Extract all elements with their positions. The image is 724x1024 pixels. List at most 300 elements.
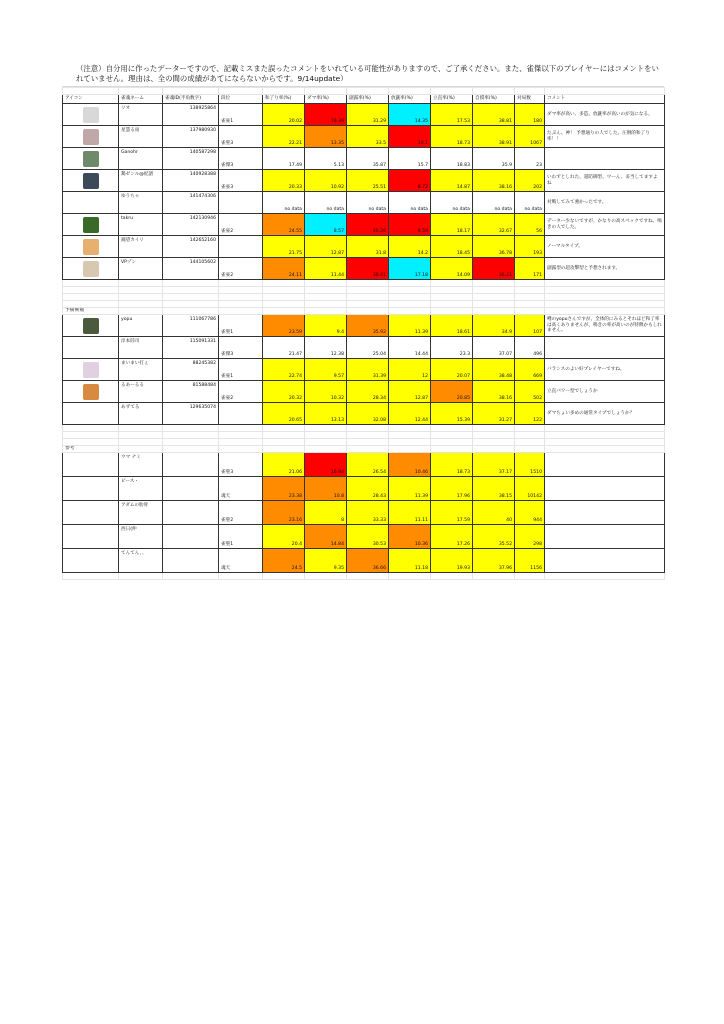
empty-cell [219,280,263,287]
header-cell: 副露率(%) [347,95,389,104]
empty-cell [263,439,305,446]
empty-cell [389,439,431,446]
player-rank [219,403,263,425]
empty-cell [219,301,263,308]
icon-cell [63,148,119,170]
player-comment [545,549,665,573]
empty-cell [119,280,163,287]
empty-cell [219,308,263,315]
stat-tsumo: 31.27 [473,403,515,425]
stat-hoju: 15.7 [389,148,431,170]
player-comment [545,501,665,525]
empty-cell [63,88,119,95]
empty-cell [389,308,431,315]
stat-hoju: 10.36 [389,525,431,549]
stat-furo: 26.54 [347,453,389,477]
empty-cell [63,301,119,308]
stat-agari: 24.5 [263,549,305,573]
player-row [63,403,665,425]
stat-tsumo: 36.21 [473,258,515,280]
empty-cell [347,88,389,95]
disclaimer-note: （注意）自分用に作ったデーターですので、記載ミスまた誤ったコメントをいれている可能性がありますので、ご了承ください。また、雀傑以下のプレイヤーにはコメントをいれていません。理由は、全の間の成績があてにならないからです。9/14update） [62,64,664,87]
empty-cell [263,308,305,315]
player-comment: いわずとしれた、超防御型。ウーん、妥当してますよね [545,170,665,192]
player-row [63,337,665,359]
stat-tsumo: 35.52 [473,525,515,549]
empty-cell [119,301,163,308]
stat-tsumo: 40 [473,501,515,525]
stat-hoju: 11.39 [389,477,431,501]
player-rank: 雀豪2 [219,381,263,403]
stat-games: 1067 [515,126,545,148]
player-rank: 雀聖1 [219,315,263,337]
empty-cell [219,446,263,453]
player-id: 111067786 [163,315,219,337]
player-avatar-icon [83,107,99,123]
empty-cell [473,446,515,453]
stat-tsumo: 38.16 [473,170,515,192]
empty-cell [473,280,515,287]
empty-cell [347,425,389,432]
stat-riichi: 17.26 [431,525,473,549]
empty-cell [63,425,119,432]
player-comment: 対戦してみて強かったです。 [545,192,665,214]
empty-cell [389,287,431,294]
stat-agari: 21.75 [263,236,305,258]
stat-games: 171 [515,258,545,280]
player-name: あずてる [119,403,163,425]
section-row [63,446,665,453]
header-cell: 和了り率(%) [263,95,305,104]
empty-cell [473,88,515,95]
player-avatar-icon [83,173,99,189]
stat-riichi: 19.93 [431,549,473,573]
player-avatar-icon [83,239,99,255]
empty-cell [515,446,545,453]
player-name: ピース・ [119,477,163,501]
player-avatar-icon [83,129,99,145]
icon-cell [63,126,119,148]
player-row [63,525,665,549]
empty-cell [473,432,515,439]
player-row [63,170,665,192]
player-row [63,549,665,573]
stat-dama: 10.8 [305,477,347,501]
player-comment: ノーマルタイプ。 [545,236,665,258]
spacer-row [63,280,665,287]
player-id: 142652160 [163,236,219,258]
player-rank: 雀聖3 [219,453,263,477]
header-cell: アイコン [63,95,119,104]
header-cell: 自摸率(%) [473,95,515,104]
stat-games: 669 [515,359,545,381]
stat-hoju: 10.46 [389,453,431,477]
empty-cell [545,425,665,432]
player-avatar-icon [83,362,99,378]
stat-hoju: 12.44 [389,403,431,425]
empty-cell [389,280,431,287]
empty-cell [263,280,305,287]
header-cell: コメント [545,95,665,104]
stat-agari: 24.55 [263,214,305,236]
spacer-row [63,301,665,308]
empty-cell [473,425,515,432]
stat-dama: 8.57 [305,214,347,236]
empty-cell [431,308,473,315]
player-row [63,359,665,381]
stat-games: 107 [515,315,545,337]
stat-furo: 28.43 [347,477,389,501]
spacer-row [63,287,665,294]
stat-games: 1510 [515,453,545,477]
stat-agari: 20.65 [263,403,305,425]
stat-tsumo: 34.9 [473,315,515,337]
empty-cell [389,425,431,432]
empty-cell [515,439,545,446]
player-comment: 立直パワー型でしょうか [545,381,665,403]
player-comment: ダマ率が高い、多造。放銃率が高いのが気になる。 [545,104,665,126]
empty-cell [347,280,389,287]
empty-cell [431,280,473,287]
player-name: 鶏ゼンル@紀譜 [119,170,163,192]
player-rank [219,236,263,258]
stat-riichi: 17.96 [431,477,473,501]
empty-cell [305,294,347,301]
icon-cell [63,453,119,477]
empty-cell [119,573,163,580]
player-name: まいまい打ぇ [119,359,163,381]
stat-tsumo: 38.16 [473,381,515,403]
empty-cell [305,432,347,439]
empty-cell [431,432,473,439]
stat-riichi: 14.87 [431,170,473,192]
stat-hoju: 14.35 [389,104,431,126]
stat-games: 496 [515,337,545,359]
player-name: 岸本陸司 [119,337,163,359]
player-rank: 雀豪1 [219,359,263,381]
player-row [63,477,665,501]
empty-cell [347,294,389,301]
stat-tsumo: 38.15 [473,477,515,501]
player-comment: 噂のyopuさんですが、全体的にみるとそれほど和了率は高くありませんが、鳴きの率が高いのが特徴かもしれません。 [545,315,665,337]
empty-cell [473,287,515,294]
empty-cell [305,88,347,95]
player-avatar-icon [83,261,99,277]
icon-cell [63,337,119,359]
empty-cell [163,432,219,439]
stat-tsumo: 37.07 [473,337,515,359]
empty-cell [431,425,473,432]
stat-furo: 40.26 [347,214,389,236]
player-id [163,477,219,501]
stat-furo: 31.39 [347,359,389,381]
player-id: 140587298 [163,148,219,170]
empty-cell [431,88,473,95]
player-row [63,381,665,403]
empty-cell [515,287,545,294]
stat-dama: 12.38 [305,337,347,359]
player-rank: 魂天 [219,477,263,501]
empty-cell [163,88,219,95]
player-id: 138925864 [163,104,219,126]
stat-furo: 35.87 [347,148,389,170]
player-name: 西日(仲 [119,525,163,549]
stat-agari: 21.06 [263,453,305,477]
empty-cell [347,446,389,453]
empty-cell [431,446,473,453]
empty-cell [305,439,347,446]
stat-agari: 23.59 [263,315,305,337]
stat-agari: 23.38 [263,477,305,501]
empty-cell [305,287,347,294]
empty-cell [63,294,119,301]
empty-cell [389,573,431,580]
empty-cell [431,294,473,301]
stat-games: 56 [515,214,545,236]
icon-cell [63,403,119,425]
empty-cell [163,446,219,453]
stat-riichi: 18.17 [431,214,473,236]
player-rank: 雀聖1 [219,525,263,549]
player-id: 137980930 [163,126,219,148]
empty-cell [545,573,665,580]
stat-agari: 21.47 [263,337,305,359]
stat-dama: 14.84 [305,525,347,549]
empty-cell [545,280,665,287]
empty-cell [347,287,389,294]
stat-furo: 35.92 [347,315,389,337]
empty-cell [305,446,347,453]
stat-games: 944 [515,501,545,525]
player-rank [219,192,263,214]
stat-dama: 13.13 [305,403,347,425]
stat-agari: 17.49 [263,148,305,170]
stat-riichi: 18.45 [431,236,473,258]
player-name: Ganohr [119,148,163,170]
player-id: 88245382 [163,359,219,381]
empty-cell [431,301,473,308]
empty-cell [515,432,545,439]
stat-agari: 24.11 [263,258,305,280]
player-row [63,315,665,337]
header-cell: 雀魂ID(半角数字) [163,95,219,104]
stat-tsumo: 37.96 [473,549,515,573]
header-cell: 放銃率(%) [389,95,431,104]
stat-furo: no data [347,192,389,214]
stat-furo: 25.51 [347,170,389,192]
stat-dama: 13.35 [305,126,347,148]
empty-cell [63,280,119,287]
player-row [63,192,665,214]
empty-cell [305,280,347,287]
empty-cell [263,573,305,580]
stat-hoju: no data [389,192,431,214]
empty-cell [163,287,219,294]
empty-cell [119,439,163,446]
spacer-row [63,432,665,439]
stat-agari: 23.16 [263,501,305,525]
icon-cell [63,477,119,501]
player-comment: バランスのよい好プレイヤーですね。 [545,359,665,381]
empty-cell [63,432,119,439]
spacer-row [63,425,665,432]
empty-cell [119,432,163,439]
section-label: 参考 [63,446,119,453]
icon-cell [63,192,119,214]
icon-cell [63,359,119,381]
empty-cell [163,425,219,432]
stat-furo: 38.41 [347,258,389,280]
player-id: 141474306 [163,192,219,214]
player-name: ゆうちゃ [119,192,163,214]
empty-cell [545,301,665,308]
icon-cell [63,525,119,549]
empty-cell [545,294,665,301]
stat-riichi: 17.59 [431,501,473,525]
player-rank: 雀豪1 [219,104,263,126]
empty-cell [263,432,305,439]
stat-furo: 30.53 [347,525,389,549]
stat-tsumo: 35.9 [473,148,515,170]
empty-cell [473,308,515,315]
empty-cell [473,301,515,308]
empty-cell [473,573,515,580]
stat-riichi: no data [431,192,473,214]
header-cell: 立直率(%) [431,95,473,104]
player-name: 錦望カイリ [119,236,163,258]
empty-cell [63,573,119,580]
empty-cell [515,425,545,432]
stat-games: 122 [515,403,545,425]
empty-cell [347,439,389,446]
empty-cell [263,446,305,453]
player-name: ウマ ナミ [119,453,163,477]
stat-dama: 9.4 [305,315,347,337]
spacer-row [63,573,665,580]
player-row [63,501,665,525]
empty-cell [219,439,263,446]
empty-cell [219,432,263,439]
player-rank: 雀豪3 [219,170,263,192]
empty-cell [431,573,473,580]
player-id: 142130946 [163,214,219,236]
stat-hoju: 11.11 [389,501,431,525]
player-comment [545,453,665,477]
stat-dama: 12.87 [305,236,347,258]
stat-furo: 31.8 [347,236,389,258]
stat-dama: 9.57 [305,359,347,381]
empty-cell [305,425,347,432]
spacer-row [63,88,665,95]
section-label: 予備候補 [63,308,119,315]
player-rank: 雀豪2 [219,214,263,236]
stat-dama: 10.92 [305,170,347,192]
player-row [63,126,665,148]
player-comment [545,525,665,549]
stat-games: no data [515,192,545,214]
header-cell: 段位 [219,95,263,104]
stat-furo: 33.5 [347,126,389,148]
section-row [63,308,665,315]
empty-cell [515,294,545,301]
player-name: アダムの肋骨 [119,501,163,525]
empty-cell [263,287,305,294]
spacer-row [63,294,665,301]
stat-furo: 33.33 [347,501,389,525]
icon-cell [63,104,119,126]
player-table [62,87,665,580]
empty-cell [515,308,545,315]
player-avatar-icon [83,384,99,400]
empty-cell [219,88,263,95]
empty-cell [163,573,219,580]
stat-hoju: 14.2 [389,236,431,258]
stat-hoju: 17.18 [389,258,431,280]
stat-riichi: 18.61 [431,315,473,337]
player-name: yopu [119,315,163,337]
stat-agari: 22.74 [263,359,305,381]
empty-cell [347,308,389,315]
player-avatar-icon [83,151,99,167]
stat-riichi: 18.73 [431,126,473,148]
player-id: 140928388 [163,170,219,192]
stat-dama: 16.94 [305,453,347,477]
stat-furo: 25.04 [347,337,389,359]
player-rank: 雀傑3 [219,148,263,170]
stat-agari: 20.4 [263,525,305,549]
stat-agari: 20.32 [263,381,305,403]
player-id: 115091331 [163,337,219,359]
empty-cell [305,308,347,315]
empty-cell [163,301,219,308]
player-name: るあーるる [119,381,163,403]
player-rank: 雀聖2 [219,501,263,525]
header-cell: ダマ率(%) [305,95,347,104]
stat-dama: no data [305,192,347,214]
stat-games: 298 [515,525,545,549]
stat-games: 193 [515,236,545,258]
empty-cell [545,88,665,95]
player-avatar-icon [83,318,99,334]
empty-cell [347,573,389,580]
empty-cell [219,425,263,432]
stat-games: 202 [515,170,545,192]
empty-cell [545,432,665,439]
player-id: 129635074 [163,403,219,425]
empty-cell [389,294,431,301]
icon-cell [63,381,119,403]
empty-cell [545,287,665,294]
player-avatar-icon [83,217,99,233]
stat-hoju: 14.44 [389,337,431,359]
player-comment: ダマちょい多めの通常タイプでしょうか？ [545,403,665,425]
empty-cell [163,439,219,446]
player-comment: 副露型の超攻撃型と予想されます。 [545,258,665,280]
stat-games: 23 [515,148,545,170]
player-id [163,549,219,573]
player-id [163,501,219,525]
stat-tsumo: 37.17 [473,453,515,477]
stat-riichi: 18.83 [431,148,473,170]
stat-furo: 31.29 [347,104,389,126]
stat-dama: 5.13 [305,148,347,170]
header-row [63,95,665,104]
player-rank: 雀傑3 [219,337,263,359]
empty-cell [219,287,263,294]
stat-dama: 9.35 [305,549,347,573]
stat-hoju: 11.18 [389,549,431,573]
player-name: リオ [119,104,163,126]
